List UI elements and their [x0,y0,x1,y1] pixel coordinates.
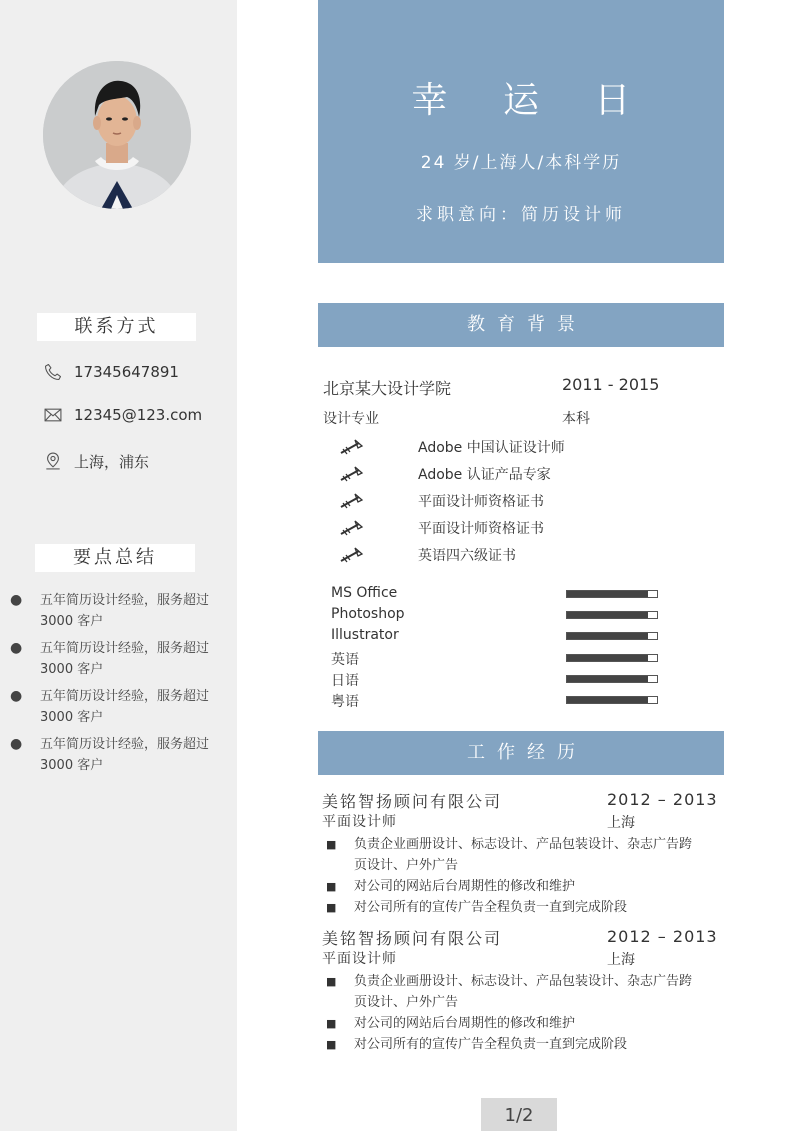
job-city: 上海 [607,952,635,968]
certificate-icon [338,437,364,457]
job-duty: ■ 对公司的网站后台周期性的修改和维护 [326,1016,576,1031]
job-city: 上海 [607,815,635,831]
skill-item [331,585,661,605]
skill-name: 日语 [331,673,359,689]
summary-item: ● 五年简历设计经验，服务超过 3000 客户 [10,688,210,725]
mail-icon [42,404,64,426]
certificate-icon [338,518,364,538]
job-years: 2012 – 2013 [607,927,718,946]
skill-item [331,627,661,647]
skill-level-fill [567,655,648,661]
contact-heading: 联系方式 [37,313,196,341]
certificate-icon [338,545,364,565]
email-text: 12345@123.com [74,406,203,424]
major: 设计专业 [323,411,379,427]
summary-item: ● 五年简历设计经验，服务超过 3000 客户 [10,736,210,773]
school-name: 北京某大设计学院 [323,379,452,398]
school-years: 2011 - 2015 [562,375,660,394]
skill-item [331,670,661,690]
skill-item [331,649,661,669]
skill-level-fill [567,676,648,682]
skill-name: Illustrator [331,627,399,643]
avatar-photo [43,61,191,209]
skill-level-bar [566,654,658,662]
job-company: 美铭智扬顾问有限公司 [322,929,503,948]
job-title: 平面设计师 [322,814,397,830]
summary-list [10,590,225,782]
contact-phone [42,361,179,383]
avatar [43,61,191,209]
candidate-name: 幸 运 日 [411,80,653,121]
job-duty: ■ 对公司的网站后台周期性的修改和维护 [326,879,576,894]
certificate-label: Adobe 认证产品专家 [418,467,551,483]
skill-level-bar [566,611,658,619]
skill-level-fill [567,591,648,597]
certificate-item [338,545,516,565]
page-number: 1/2 [481,1098,557,1131]
certificate-label: 平面设计师资格证书 [418,494,544,510]
phone-text: 17345647891 [74,363,179,381]
work-heading: 工作经历 [318,731,724,775]
skill-level-bar [566,696,658,704]
skill-level-bar [566,632,658,640]
certificate-label: 平面设计师资格证书 [418,521,544,537]
education-heading: 教育背景 [318,303,724,347]
skill-level-bar [566,590,658,598]
certificate-label: 英语四六级证书 [418,548,516,564]
skill-level-fill [567,697,648,703]
skill-name: MS Office [331,585,398,601]
certificate-icon [338,464,364,484]
skill-name: 粤语 [331,694,359,710]
location-icon [42,450,64,472]
certificate-label: Adobe 中国认证设计师 [418,440,565,456]
skill-name: Photoshop [331,606,405,622]
job-duty: ■ 负责企业画册设计、标志设计、产品包装设计、杂志广告跨页设计、户外广告 [326,837,693,873]
certificate-item [338,491,544,511]
summary-item: ● 五年简历设计经验，服务超过 3000 客户 [10,592,210,629]
summary-heading: 要点总结 [35,544,195,572]
phone-icon [42,361,64,383]
certificate-icon [338,491,364,511]
skill-name: 英语 [331,652,359,668]
location-text: 上海，浦东 [74,452,150,471]
skill-level-bar [566,675,658,683]
certificate-item [338,464,551,484]
skill-item [331,606,661,626]
certificate-item [338,518,544,538]
skill-level-fill [567,633,648,639]
skill-level-fill [567,612,648,618]
candidate-info: 24 岁/上海人/本科学历 [420,153,622,173]
header-block [318,0,724,263]
contact-email [42,404,202,426]
job-intent: 求职意向：简历设计师 [416,205,626,225]
job-duty: ■ 对公司所有的宣传广告全程负责一直到完成阶段 [326,1037,628,1052]
degree: 本科 [562,411,590,427]
summary-item: ● 五年简历设计经验，服务超过 3000 客户 [10,640,210,677]
skill-item [331,691,661,711]
job-duty: ■ 对公司所有的宣传广告全程负责一直到完成阶段 [326,900,628,915]
job-years: 2012 – 2013 [607,790,718,809]
job-duty: ■ 负责企业画册设计、标志设计、产品包装设计、杂志广告跨页设计、户外广告 [326,974,693,1010]
job-title: 平面设计师 [322,951,397,967]
certificate-item [338,437,565,457]
contact-location [42,450,149,472]
job-company: 美铭智扬顾问有限公司 [322,792,503,811]
